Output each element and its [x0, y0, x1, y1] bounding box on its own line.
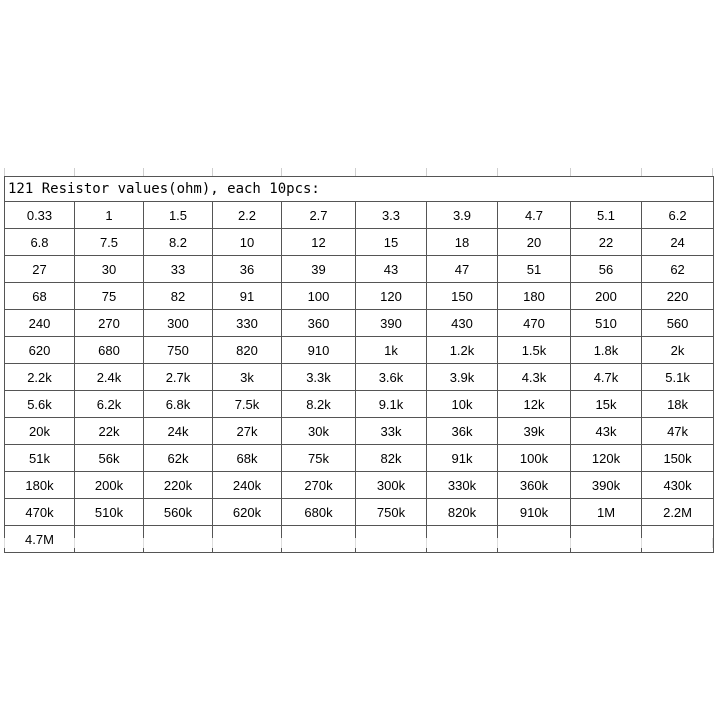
resistor-value-cell: 300k	[356, 472, 427, 499]
table-row	[5, 337, 714, 364]
resistor-value-cell: 2.7k	[144, 364, 213, 391]
resistor-value-cell: 36k	[427, 418, 498, 445]
table-row	[5, 364, 714, 391]
resistor-value-cell: 5.6k	[5, 391, 75, 418]
resistor-value-cell: 910	[282, 337, 356, 364]
resistor-value-cell: 7.5k	[213, 391, 282, 418]
resistor-value-cell: 390	[356, 310, 427, 337]
table-row	[5, 418, 714, 445]
resistor-value-cell: 120	[356, 283, 427, 310]
resistor-value-cell: 10	[213, 229, 282, 256]
resistor-value-cell: 9.1k	[356, 391, 427, 418]
resistor-value-cell: 24	[642, 229, 714, 256]
resistor-value-cell: 75	[75, 283, 144, 310]
resistor-value-cell: 24k	[144, 418, 213, 445]
resistor-value-cell: 430k	[642, 472, 714, 499]
resistor-value-cell: 5.1	[571, 202, 642, 229]
resistor-value-cell: 62k	[144, 445, 213, 472]
resistor-value-cell: 6.2	[642, 202, 714, 229]
resistor-value-cell: 3.9k	[427, 364, 498, 391]
resistor-value-cell: 30k	[282, 418, 356, 445]
resistor-value-cell: 1.8k	[571, 337, 642, 364]
resistor-value-cell: 56	[571, 256, 642, 283]
resistor-value-cell: 12	[282, 229, 356, 256]
table-row	[5, 445, 714, 472]
resistor-value-cell: 680	[75, 337, 144, 364]
resistor-value-cell: 390k	[571, 472, 642, 499]
resistor-value-cell: 8.2	[144, 229, 213, 256]
resistor-value-cell: 360k	[498, 472, 571, 499]
resistor-value-cell: 68	[5, 283, 75, 310]
resistor-value-cell: 20k	[5, 418, 75, 445]
resistor-value-cell: 510	[571, 310, 642, 337]
resistor-value-cell: 240	[5, 310, 75, 337]
resistor-value-cell: 3.3	[356, 202, 427, 229]
resistor-value-cell: 43k	[571, 418, 642, 445]
resistor-value-cell: 820	[213, 337, 282, 364]
resistor-value-cell: 560	[642, 310, 714, 337]
resistor-value-cell: 430	[427, 310, 498, 337]
resistor-value-cell: 200k	[75, 472, 144, 499]
resistor-value-cell: 240k	[213, 472, 282, 499]
resistor-value-cell: 39	[282, 256, 356, 283]
resistor-value-cell: 91k	[427, 445, 498, 472]
sheet-gridlines-top	[0, 168, 719, 176]
resistor-value-cell: 15k	[571, 391, 642, 418]
resistor-value-cell: 200	[571, 283, 642, 310]
resistor-value-cell: 6.8k	[144, 391, 213, 418]
resistor-value-cell: 100k	[498, 445, 571, 472]
resistor-value-cell: 750	[144, 337, 213, 364]
resistor-value-cell: 20	[498, 229, 571, 256]
resistor-value-cell: 270k	[282, 472, 356, 499]
resistor-value-cell: 4.7	[498, 202, 571, 229]
resistor-value-cell: 18	[427, 229, 498, 256]
resistor-value-cell: 180k	[5, 472, 75, 499]
resistor-value-cell: 22	[571, 229, 642, 256]
resistor-value-cell: 33	[144, 256, 213, 283]
resistor-value-cell: 910k	[498, 499, 571, 526]
resistor-value-cell: 220	[642, 283, 714, 310]
resistor-value-cell: 180	[498, 283, 571, 310]
resistor-value-cell: 4.7M	[5, 526, 75, 553]
resistor-value-cell: 300	[144, 310, 213, 337]
resistor-value-cell: 47k	[642, 418, 714, 445]
resistor-value-cell: 620	[5, 337, 75, 364]
resistor-value-cell: 620k	[213, 499, 282, 526]
table-row	[5, 283, 714, 310]
resistor-value-cell: 0.33	[5, 202, 75, 229]
table-row	[5, 472, 714, 499]
resistor-value-cell: 5.1k	[642, 364, 714, 391]
resistor-value-cell: 3.9	[427, 202, 498, 229]
resistor-value-cell: 62	[642, 256, 714, 283]
resistor-value-cell: 27k	[213, 418, 282, 445]
resistor-value-cell: 56k	[75, 445, 144, 472]
resistor-value-cell: 270	[75, 310, 144, 337]
resistor-value-cell: 1.2k	[427, 337, 498, 364]
resistor-value-cell: 120k	[571, 445, 642, 472]
table-row	[5, 256, 714, 283]
resistor-value-cell: 100	[282, 283, 356, 310]
resistor-value-cell: 2k	[642, 337, 714, 364]
resistor-value-cell: 7.5	[75, 229, 144, 256]
resistor-value-cell: 51	[498, 256, 571, 283]
resistor-value-cell: 1.5	[144, 202, 213, 229]
table-row	[5, 229, 714, 256]
resistor-value-cell: 4.7k	[571, 364, 642, 391]
resistor-value-cell: 2.7	[282, 202, 356, 229]
resistor-value-cell: 33k	[356, 418, 427, 445]
resistor-value-cell: 15	[356, 229, 427, 256]
resistor-value-cell: 470k	[5, 499, 75, 526]
resistor-value-cell: 1	[75, 202, 144, 229]
resistor-value-cell: 2.2k	[5, 364, 75, 391]
resistor-value-cell: 4.3k	[498, 364, 571, 391]
sheet-gridlines-bottom	[0, 538, 719, 548]
resistor-value-cell: 3.3k	[282, 364, 356, 391]
resistor-value-cell: 36	[213, 256, 282, 283]
resistor-value-cell: 82k	[356, 445, 427, 472]
resistor-value-cell: 91	[213, 283, 282, 310]
title-row	[5, 177, 714, 202]
resistor-value-cell: 47	[427, 256, 498, 283]
resistor-value-cell: 6.8	[5, 229, 75, 256]
resistor-value-cell: 150k	[642, 445, 714, 472]
resistor-value-cell: 75k	[282, 445, 356, 472]
table-row	[5, 391, 714, 418]
resistor-value-cell: 2.4k	[75, 364, 144, 391]
resistor-value-cell: 680k	[282, 499, 356, 526]
resistor-value-cell: 560k	[144, 499, 213, 526]
resistor-value-cell: 330	[213, 310, 282, 337]
resistor-value-cell: 3.6k	[356, 364, 427, 391]
resistor-value-cell: 8.2k	[282, 391, 356, 418]
resistor-values-table	[4, 176, 714, 553]
table-title: 121 Resistor values(ohm), each 10pcs:	[5, 177, 714, 202]
resistor-value-cell: 220k	[144, 472, 213, 499]
resistor-value-cell: 22k	[75, 418, 144, 445]
resistor-value-cell: 18k	[642, 391, 714, 418]
resistor-value-cell: 150	[427, 283, 498, 310]
table-row	[5, 202, 714, 229]
resistor-value-cell: 82	[144, 283, 213, 310]
resistor-value-cell: 68k	[213, 445, 282, 472]
resistor-value-cell: 43	[356, 256, 427, 283]
resistor-value-cell: 1M	[571, 499, 642, 526]
resistor-value-cell: 6.2k	[75, 391, 144, 418]
resistor-value-cell: 3k	[213, 364, 282, 391]
resistor-value-cell: 510k	[75, 499, 144, 526]
resistor-value-cell: 12k	[498, 391, 571, 418]
resistor-value-cell: 470	[498, 310, 571, 337]
resistor-value-cell: 1k	[356, 337, 427, 364]
resistor-value-cell: 820k	[427, 499, 498, 526]
resistor-value-cell: 750k	[356, 499, 427, 526]
resistor-value-cell: 330k	[427, 472, 498, 499]
resistor-value-cell: 51k	[5, 445, 75, 472]
resistor-value-cell: 39k	[498, 418, 571, 445]
table-row	[5, 310, 714, 337]
resistor-value-cell: 10k	[427, 391, 498, 418]
resistor-value-cell: 30	[75, 256, 144, 283]
resistor-value-cell: 27	[5, 256, 75, 283]
resistor-value-cell: 360	[282, 310, 356, 337]
table-row	[5, 499, 714, 526]
resistor-value-cell: 2.2	[213, 202, 282, 229]
resistor-value-cell: 1.5k	[498, 337, 571, 364]
resistor-value-cell: 2.2M	[642, 499, 714, 526]
